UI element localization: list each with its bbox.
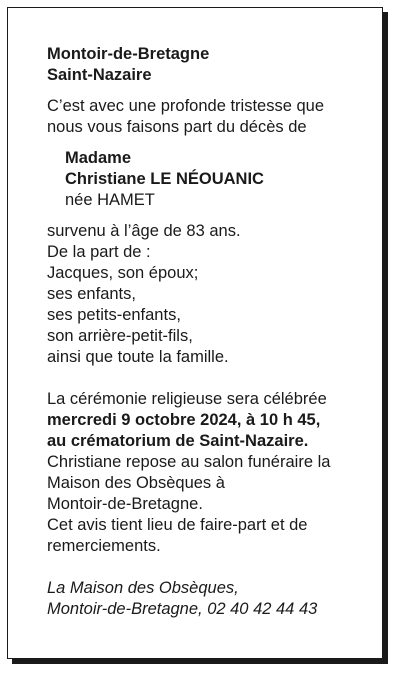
family-line: ses petits-enfants, xyxy=(47,306,181,324)
deceased-birth-name: née HAMET xyxy=(65,191,155,209)
family-block xyxy=(47,221,367,368)
family-line: ses enfants, xyxy=(47,285,136,303)
ceremony-date-time: mercredi 9 octobre 2024, à 10 h 45, xyxy=(47,411,321,429)
family-line: ainsi que toute la famille. xyxy=(47,348,229,366)
ceremony-intro: La cérémonie religieuse sera célébrée xyxy=(47,390,327,408)
locality-header xyxy=(47,44,367,86)
notice-content xyxy=(47,44,367,620)
signature-line: La Maison des Obsèques, xyxy=(47,579,239,597)
locality-line: Saint-Nazaire xyxy=(47,66,152,84)
ceremony-line: remerciements. xyxy=(47,537,161,555)
family-line: son arrière-petit-fils, xyxy=(47,327,193,345)
ceremony-line: Montoir-de-Bretagne. xyxy=(47,495,203,513)
family-line: Jacques, son époux; xyxy=(47,264,199,282)
family-line: De la part de : xyxy=(47,243,151,261)
deceased-name: Christiane LE NÉOUANIC xyxy=(65,170,264,188)
locality-line: Montoir-de-Bretagne xyxy=(47,45,210,63)
ceremony-line: Cet avis tient lieu de faire-part et de xyxy=(47,516,308,534)
ceremony-place: au crématorium de Saint-Nazaire. xyxy=(47,432,309,450)
funeral-home-signature xyxy=(47,578,367,620)
ceremony-line: Maison des Obsèques à xyxy=(47,474,225,492)
deceased-title: Madame xyxy=(65,149,132,167)
ceremony-line: Christiane repose au salon funéraire la xyxy=(47,453,331,471)
intro-text xyxy=(47,96,367,138)
family-line: survenu à l’âge de 83 ans. xyxy=(47,222,241,240)
ceremony-block xyxy=(47,389,367,557)
obituary-notice xyxy=(7,7,383,659)
deceased-block xyxy=(65,148,367,211)
signature-line: Montoir-de-Bretagne, 02 40 42 44 43 xyxy=(47,600,318,618)
intro-line: nous vous faisons part du décès de xyxy=(47,118,307,136)
intro-line: C’est avec une profonde tristesse que xyxy=(47,97,324,115)
